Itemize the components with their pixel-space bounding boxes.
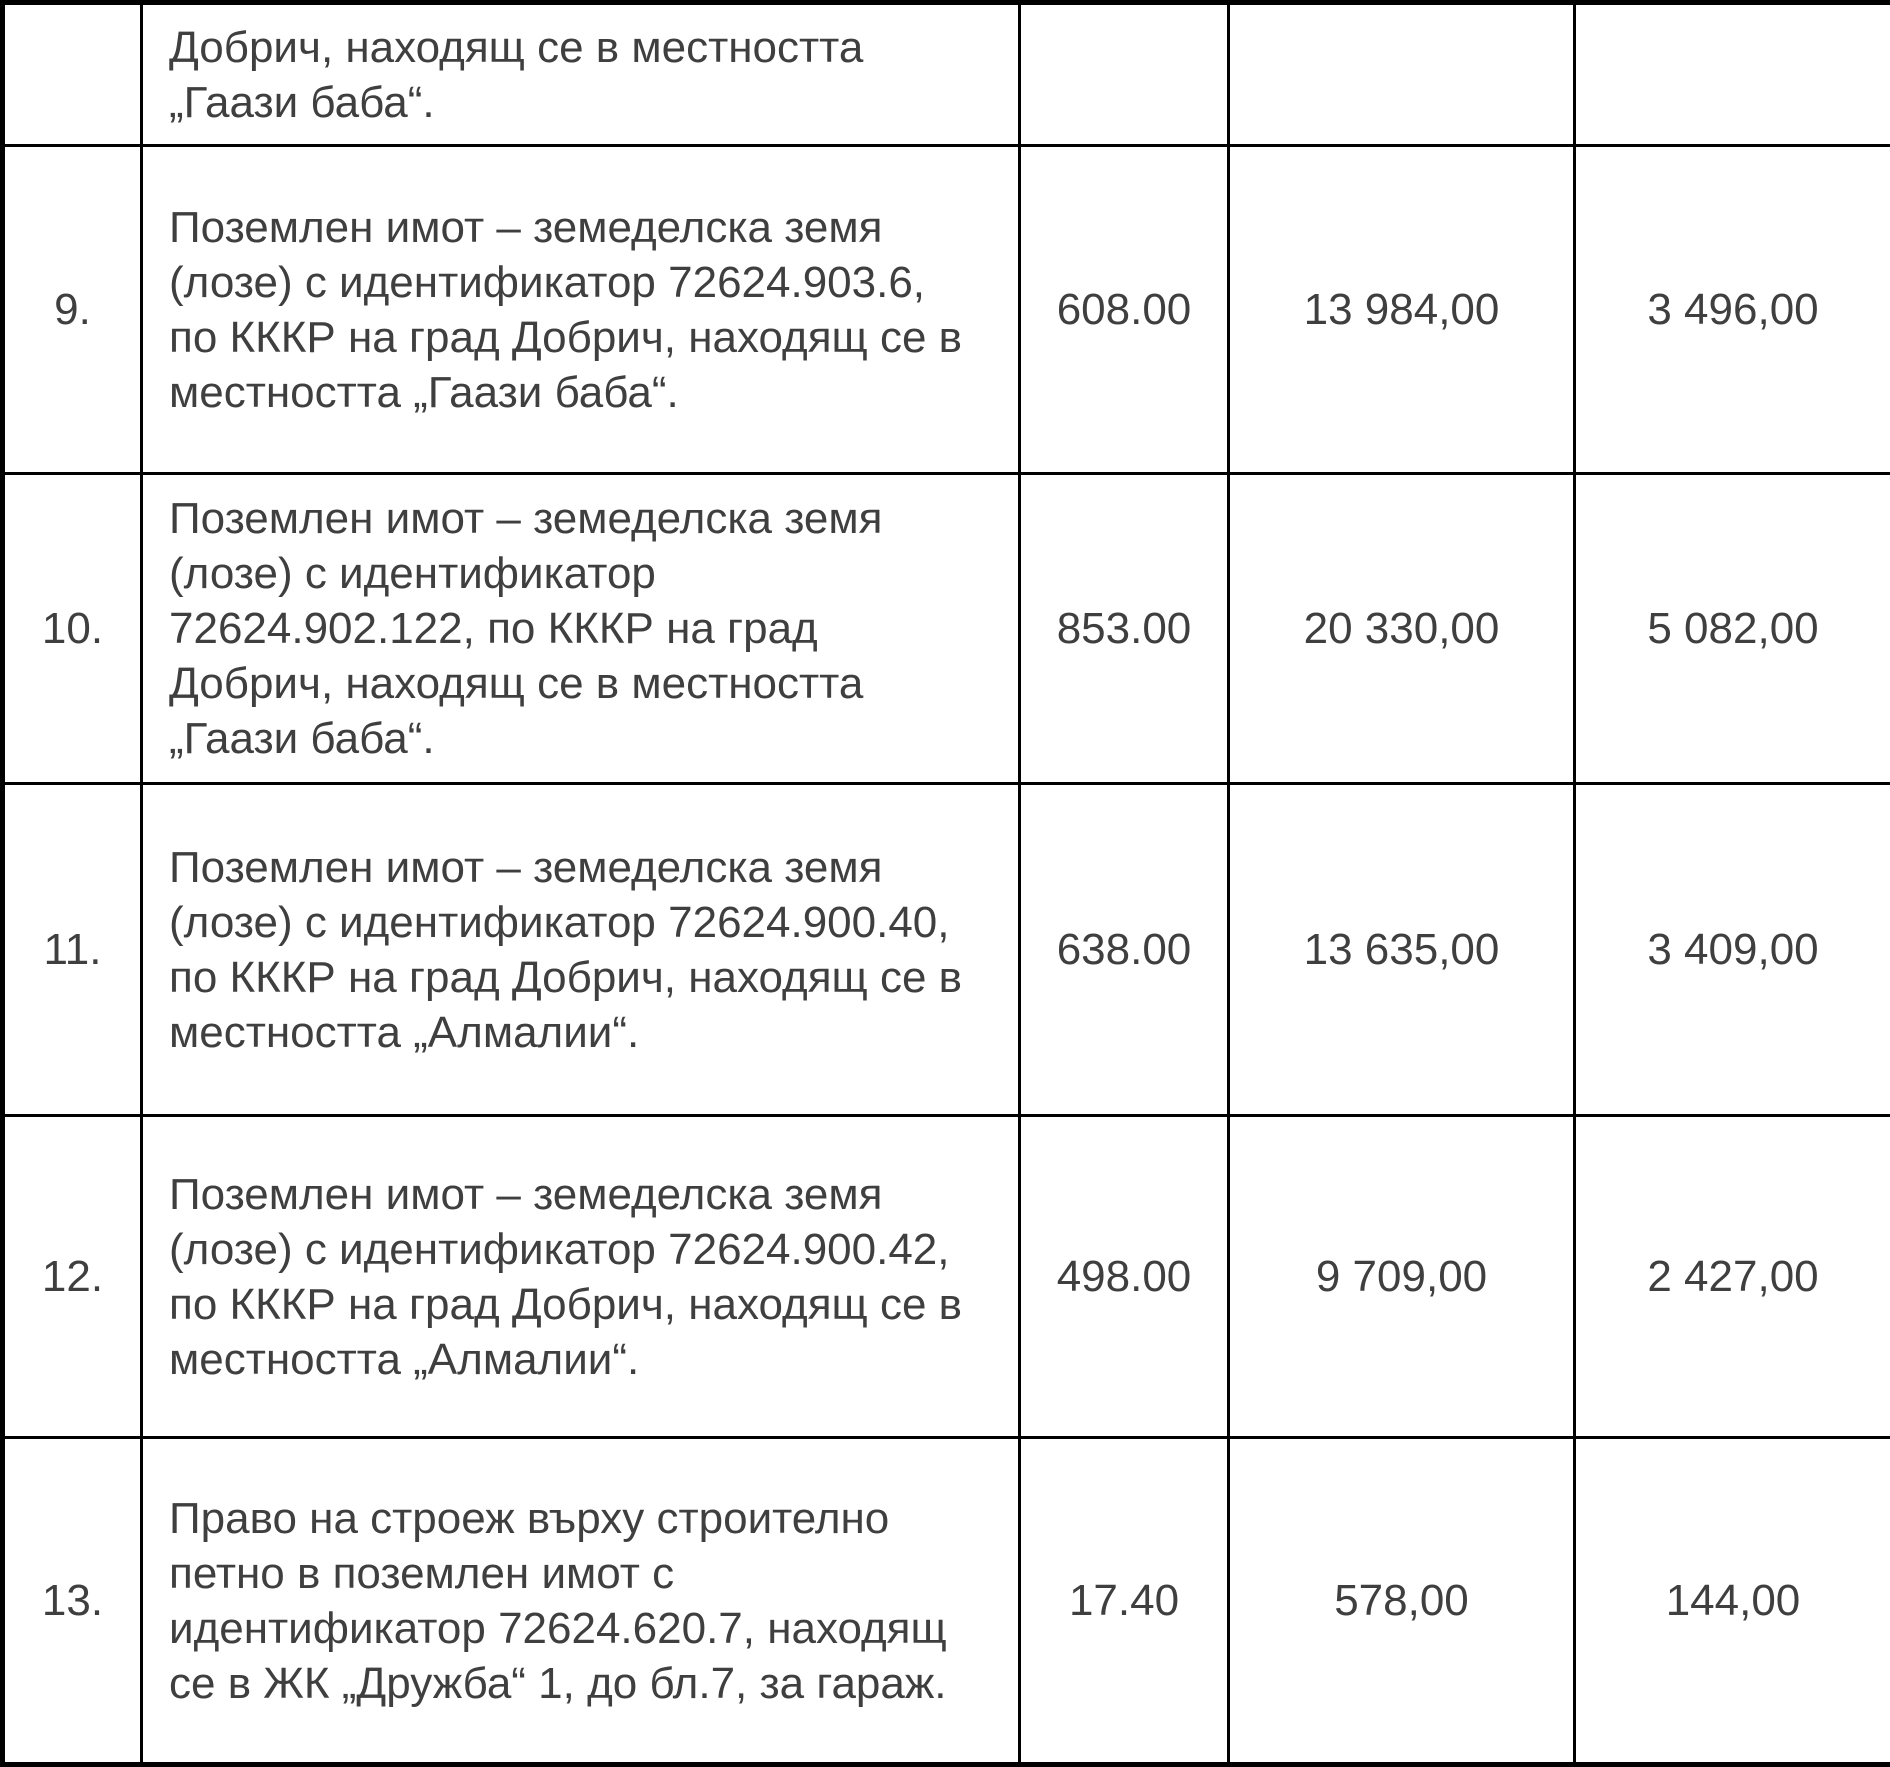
table-row <box>3 1438 1890 1765</box>
amount-cell: 5 082,00 <box>1575 474 1890 784</box>
area-cell <box>1020 3 1229 146</box>
area-cell: 17.40 <box>1020 1438 1229 1765</box>
row-number-cell <box>3 3 142 146</box>
table-row <box>3 784 1890 1116</box>
amount-cell: 3 496,00 <box>1575 146 1890 474</box>
area-cell: 608.00 <box>1020 146 1229 474</box>
amount-cell <box>1575 3 1890 146</box>
row-number-cell: 10. <box>3 474 142 784</box>
amount-cell: 9 709,00 <box>1229 1116 1575 1438</box>
amount-cell: 578,00 <box>1229 1438 1575 1765</box>
amount-cell: 2 427,00 <box>1575 1116 1890 1438</box>
description-cell: Поземлен имот – земеделска земя (лозе) с идентификатор 72624.900.40, по КККР на град Добрич, находящ се в местността „Алмалии“. <box>142 784 1020 1116</box>
description-cell: Право на строеж върху строително петно в поземлен имот с идентификатор 72624.620.7, находящ се в ЖК „Дружба“ 1, до бл.7, за гараж. <box>142 1438 1020 1765</box>
row-number-cell: 12. <box>3 1116 142 1438</box>
amount-cell: 144,00 <box>1575 1438 1890 1765</box>
table-row <box>3 1116 1890 1438</box>
area-cell: 853.00 <box>1020 474 1229 784</box>
amount-cell: 3 409,00 <box>1575 784 1890 1116</box>
row-number-cell: 13. <box>3 1438 142 1765</box>
description-cell: Поземлен имот – земеделска земя (лозе) с идентификатор 72624.903.6, по КККР на град Добрич, находящ се в местността „Гаази баба“. <box>142 146 1020 474</box>
description-cell: Добрич, находящ се в местността „Гаази баба“. <box>142 3 1020 146</box>
table-row <box>3 474 1890 784</box>
description-cell: Поземлен имот – земеделска земя (лозе) с идентификатор 72624.902.122, по КККР на град Добрич, находящ се в местността „Гаази баба“. <box>142 474 1020 784</box>
table-row-continuation <box>3 3 1890 146</box>
amount-cell: 13 635,00 <box>1229 784 1575 1116</box>
row-number-cell: 9. <box>3 146 142 474</box>
area-cell: 498.00 <box>1020 1116 1229 1438</box>
amount-cell <box>1229 3 1575 146</box>
description-cell: Поземлен имот – земеделска земя (лозе) с идентификатор 72624.900.42, по КККР на град Добрич, находящ се в местността „Алмалии“. <box>142 1116 1020 1438</box>
row-number-cell: 11. <box>3 784 142 1116</box>
area-cell: 638.00 <box>1020 784 1229 1116</box>
amount-cell: 13 984,00 <box>1229 146 1575 474</box>
amount-cell: 20 330,00 <box>1229 474 1575 784</box>
table-row <box>3 146 1890 474</box>
